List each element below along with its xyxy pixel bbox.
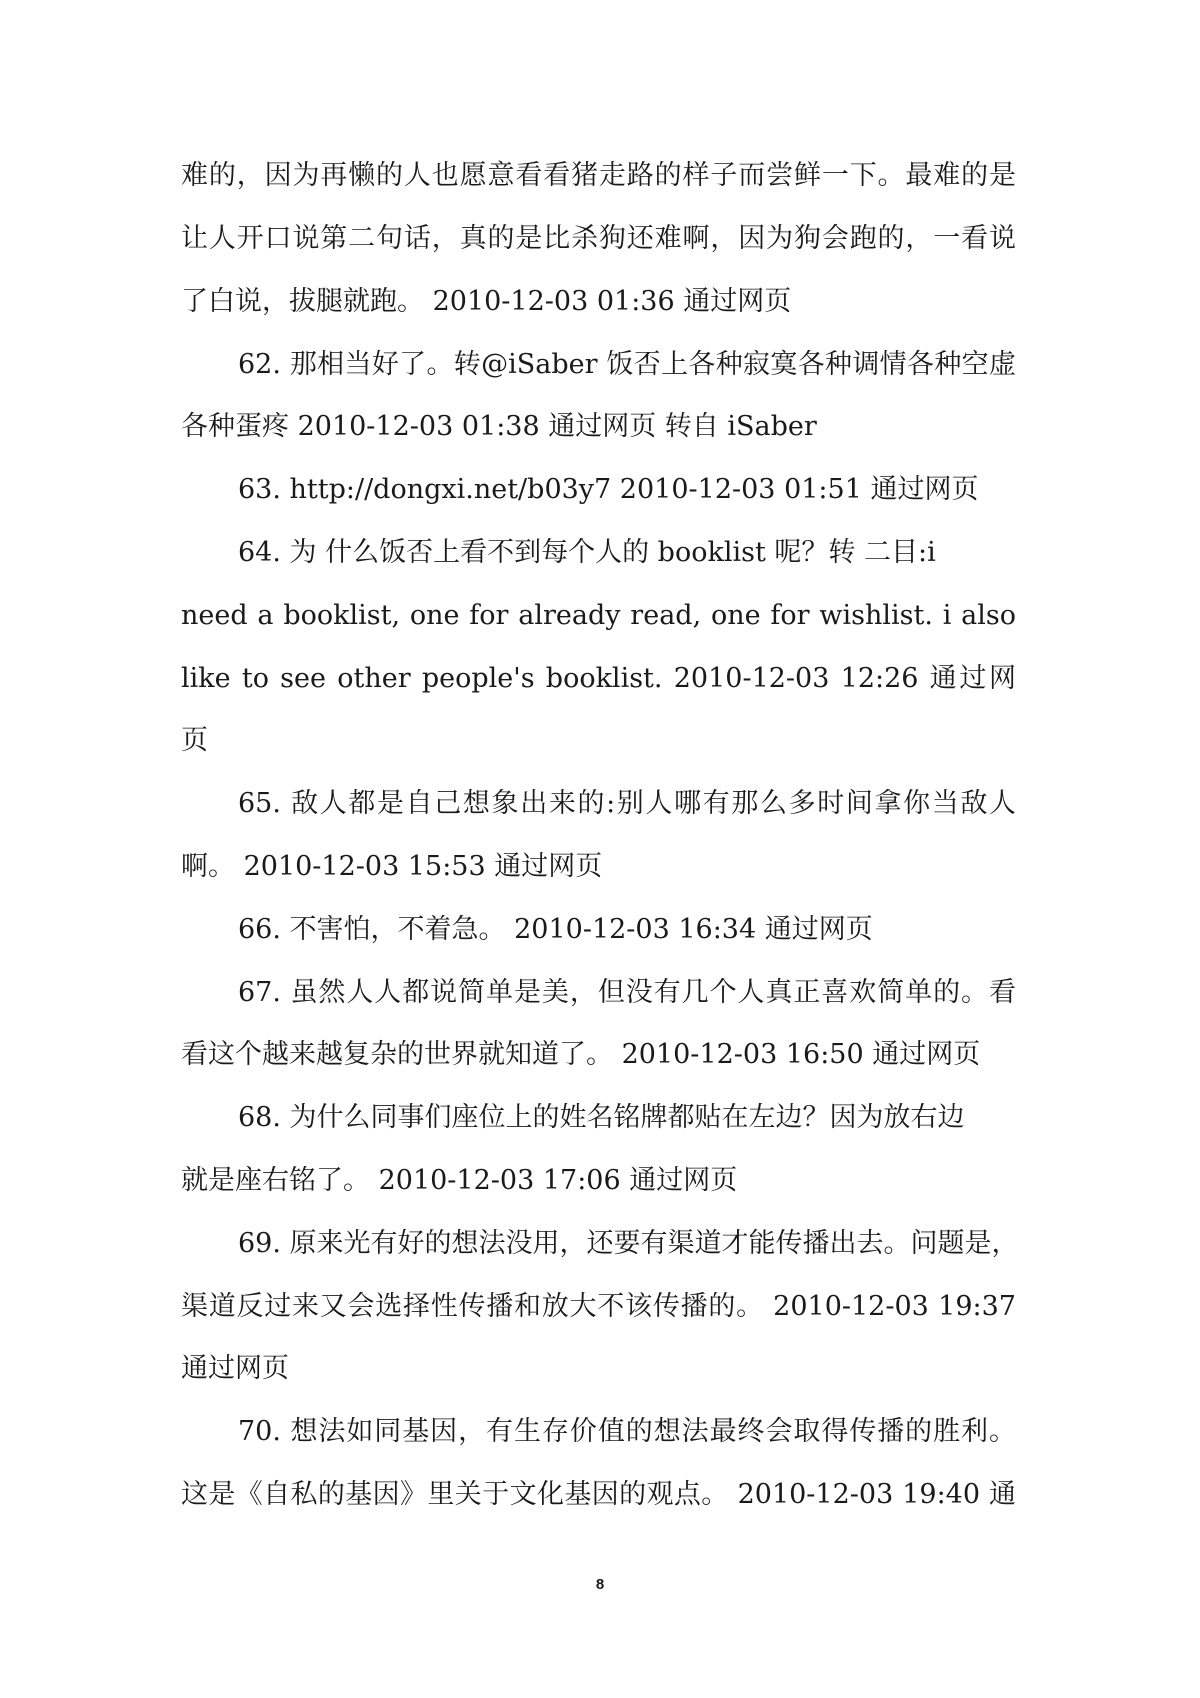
text-line: 让人开口说第二句话，真的是比杀狗还难啊，因为狗会跑的，一看说	[181, 223, 1016, 254]
text-line: need a booklist, one for already read, one for wishlist. i also	[181, 600, 1016, 631]
text-line: 了白说，拔腿就跑。 2010-12-03 01:36 通过网页	[181, 286, 792, 317]
list-item-66: 66. 不害怕，不着急。 2010-12-03 16:34 通过网页	[238, 914, 873, 945]
list-item-63: 63. http://dongxi.net/b03y7 2010-12-03 01:51 通过网页	[238, 474, 979, 505]
text-line: 各种蛋疼 2010-12-03 01:38 通过网页 转自 iSaber	[181, 411, 817, 442]
page-number: 8	[595, 1576, 605, 1593]
list-item-67: 67. 虽然人人都说简单是美，但没有几个人真正喜欢简单的。看	[238, 977, 1016, 1008]
text-line: 看这个越来越复杂的世界就知道了。 2010-12-03 16:50 通过网页	[181, 1039, 981, 1070]
text-line: 页	[181, 725, 208, 756]
list-item-62: 62. 那相当好了。转@iSaber 饭否上各种寂寞各种调情各种空虚	[238, 349, 1016, 380]
text-line: like to see other people's booklist. 2010-12-03 12:26 通过网	[181, 663, 1016, 694]
text-line: 通过网页	[181, 1353, 289, 1384]
list-item-64: 64. 为 什么饭否上看不到每个人的 booklist 呢？转 二目:i	[238, 537, 936, 568]
list-item-65: 65. 敌人都是自己想象出来的:别人哪有那么多时间拿你当敌人	[238, 788, 1016, 819]
list-item-68: 68. 为什么同事们座位上的姓名铭牌都贴在左边？因为放右边	[238, 1102, 965, 1133]
text-line: 这是《自私的基因》里关于文化基因的观点。 2010-12-03 19:40 通	[181, 1479, 1016, 1510]
list-item-70: 70. 想法如同基因，有生存价值的想法最终会取得传播的胜利。	[238, 1416, 1016, 1447]
text-line: 难的，因为再懒的人也愿意看看猪走路的样子而尝鲜一下。最难的是	[181, 160, 1016, 191]
text-line: 啊。 2010-12-03 15:53 通过网页	[181, 851, 603, 882]
text-line: 就是座右铭了。 2010-12-03 17:06 通过网页	[181, 1165, 738, 1196]
text-line: 渠道反过来又会选择性传播和放大不该传播的。 2010-12-03 19:37	[181, 1291, 1016, 1322]
list-item-69: 69. 原来光有好的想法没用，还要有渠道才能传播出去。问题是，	[238, 1228, 1019, 1259]
